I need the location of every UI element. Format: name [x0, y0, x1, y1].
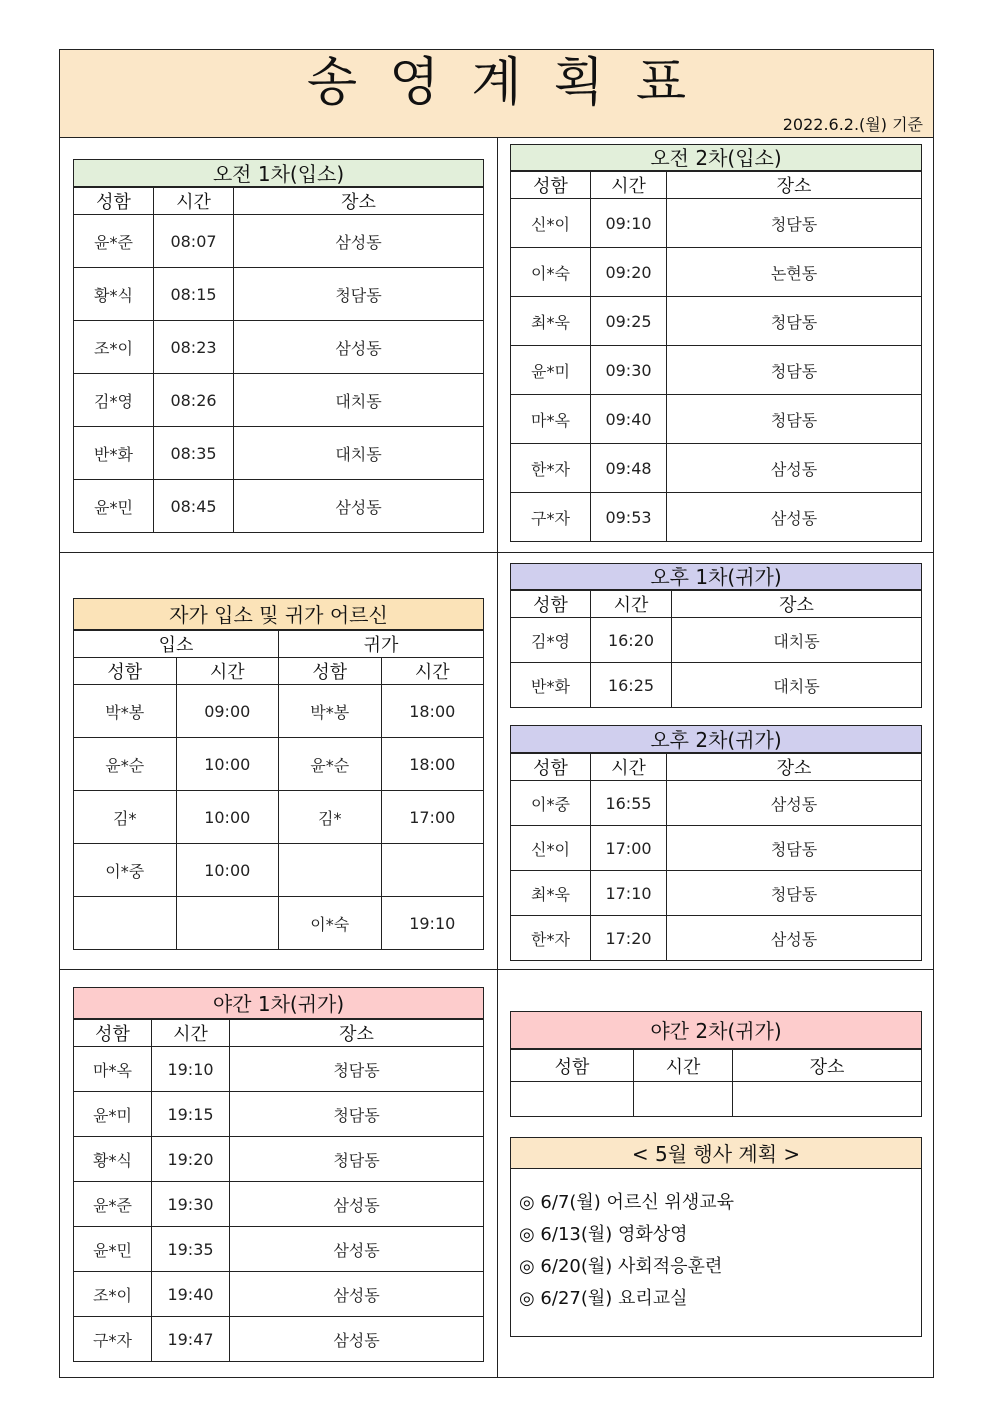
- table-row: [74, 1182, 484, 1227]
- col-time-header: 시간: [591, 591, 672, 618]
- table-cell: 09:30: [591, 346, 667, 395]
- table-cell: 19:10: [381, 897, 484, 950]
- table-cell: 윤*민: [74, 1227, 152, 1272]
- col-place-header: 장소: [234, 188, 484, 215]
- table-cell: 08:35: [154, 427, 234, 480]
- row-divider-2: [60, 969, 933, 970]
- table-cell: 청담동: [230, 1047, 484, 1092]
- col-time-header: 시간: [154, 188, 234, 215]
- pm2-section: [510, 725, 922, 961]
- table-cell: 이*숙: [511, 248, 591, 297]
- table-row: [74, 427, 484, 480]
- pm1-title: 오후 1차(귀가): [510, 563, 922, 590]
- table-cell: 황*식: [74, 268, 154, 321]
- table-cell: 윤*준: [74, 215, 154, 268]
- pm1-section: [510, 563, 922, 708]
- am1-section: [73, 159, 484, 533]
- table-cell: 윤*미: [74, 1092, 152, 1137]
- table-row: [511, 395, 922, 444]
- table-cell: 마*옥: [74, 1047, 152, 1092]
- table-cell: 17:10: [591, 871, 667, 916]
- table-row: [511, 871, 922, 916]
- pm2-title: 오후 2차(귀가): [510, 725, 922, 753]
- col-name-header: 성함: [279, 658, 382, 685]
- table-cell: 반*화: [74, 427, 154, 480]
- table-cell: 09:20: [591, 248, 667, 297]
- table-cell: 청담동: [667, 395, 922, 444]
- table-cell: 19:30: [152, 1182, 230, 1227]
- table-cell: 청담동: [667, 826, 922, 871]
- table-cell: 대치동: [234, 374, 484, 427]
- event-item: ◎ 6/20(월) 사회적응훈련: [519, 1256, 723, 1277]
- table-cell: 한*자: [511, 916, 591, 961]
- table-cell: 대치동: [672, 663, 922, 708]
- table-row: [74, 1092, 484, 1137]
- table-cell: 윤*준: [74, 1182, 152, 1227]
- table-cell: 이*숙: [279, 897, 382, 950]
- table-row: [511, 297, 922, 346]
- table-cell: 삼성동: [234, 321, 484, 374]
- table-cell: 16:20: [591, 618, 672, 663]
- table-row: [74, 738, 484, 791]
- table-row: [511, 248, 922, 297]
- center-divider: [497, 138, 498, 1377]
- table-cell: [74, 897, 177, 950]
- am1-title: 오전 1차(입소): [73, 159, 484, 187]
- table-cell: 한*자: [511, 444, 591, 493]
- table-cell: 윤*미: [511, 346, 591, 395]
- table-cell: 김*: [279, 791, 382, 844]
- table-cell: [176, 897, 279, 950]
- table-row: [74, 1272, 484, 1317]
- page-title: 송영계획표: [306, 53, 719, 113]
- night1-section: [73, 987, 484, 1362]
- table-row: [74, 268, 484, 321]
- table-cell: 09:10: [591, 199, 667, 248]
- table-cell: 청담동: [667, 199, 922, 248]
- table-cell: 19:40: [152, 1272, 230, 1317]
- table-cell: 17:20: [591, 916, 667, 961]
- pm1-table: [510, 590, 922, 708]
- night2-section: [510, 1011, 922, 1117]
- table-cell: 반*화: [511, 663, 591, 708]
- table-cell: 19:20: [152, 1137, 230, 1182]
- table-cell: 10:00: [176, 738, 279, 791]
- table-cell: 신*이: [511, 826, 591, 871]
- col-name-header: 성함: [74, 188, 154, 215]
- table-cell: 마*옥: [511, 395, 591, 444]
- table-cell: 삼성동: [234, 215, 484, 268]
- table-row: [74, 480, 484, 533]
- col-name-header: 성함: [511, 591, 591, 618]
- table-row: [74, 1047, 484, 1092]
- table-cell: 09:00: [176, 685, 279, 738]
- table-row: [74, 1317, 484, 1362]
- table-row: [74, 321, 484, 374]
- table-cell: 08:26: [154, 374, 234, 427]
- table-cell: 조*이: [74, 321, 154, 374]
- table-cell: 신*이: [511, 199, 591, 248]
- event-item: ◎ 6/27(월) 요리교실: [519, 1288, 688, 1309]
- table-cell: 16:25: [591, 663, 672, 708]
- col-place-header: 장소: [733, 1050, 922, 1082]
- table-cell: 청담동: [230, 1137, 484, 1182]
- self-title: 자가 입소 및 귀가 어르신: [73, 598, 484, 630]
- table-cell: 삼성동: [234, 480, 484, 533]
- table-cell: 18:00: [381, 738, 484, 791]
- col-name-header: 성함: [511, 1050, 634, 1082]
- table-row: [511, 826, 922, 871]
- table-cell: 09:25: [591, 297, 667, 346]
- table-cell: 삼성동: [667, 916, 922, 961]
- table-row: [74, 215, 484, 268]
- table-cell: 최*욱: [511, 871, 591, 916]
- table-cell: 10:00: [176, 844, 279, 897]
- table-cell: [279, 844, 382, 897]
- col-time-header: 시간: [381, 658, 484, 685]
- am1-table: [73, 187, 484, 533]
- table-cell: 이*중: [511, 781, 591, 826]
- table-row: [511, 1082, 922, 1117]
- table-cell: 08:45: [154, 480, 234, 533]
- table-cell: 19:35: [152, 1227, 230, 1272]
- table-cell: 윤*순: [74, 738, 177, 791]
- self-out-header: 귀가: [279, 631, 484, 658]
- table-cell: 19:10: [152, 1047, 230, 1092]
- night1-title: 야간 1차(귀가): [73, 987, 484, 1019]
- col-place-header: 장소: [667, 754, 922, 781]
- table-cell: 09:40: [591, 395, 667, 444]
- table-row: [511, 781, 922, 826]
- table-cell: 08:15: [154, 268, 234, 321]
- table-cell: 구*자: [74, 1317, 152, 1362]
- base-date: 2022.6.2.(월) 기준: [782, 115, 923, 134]
- table-cell: 삼성동: [667, 493, 922, 542]
- events-list: [510, 1169, 922, 1337]
- self-table: [73, 630, 484, 950]
- events-title: < 5월 행사 계획 >: [510, 1137, 922, 1169]
- table-cell: 18:00: [381, 685, 484, 738]
- self-in-header: 입소: [74, 631, 279, 658]
- table-cell: 17:00: [381, 791, 484, 844]
- table-cell: 청담동: [230, 1092, 484, 1137]
- table-cell: 09:53: [591, 493, 667, 542]
- table-cell: 삼성동: [230, 1227, 484, 1272]
- table-cell: 김*영: [511, 618, 591, 663]
- table-row: [74, 685, 484, 738]
- table-cell: 17:00: [591, 826, 667, 871]
- table-cell: 논현동: [667, 248, 922, 297]
- table-cell: 황*식: [74, 1137, 152, 1182]
- table-cell: 삼성동: [230, 1272, 484, 1317]
- table-cell: 이*중: [74, 844, 177, 897]
- night1-table: [73, 1019, 484, 1362]
- table-row: [511, 199, 922, 248]
- col-place-header: 장소: [230, 1020, 484, 1047]
- table-cell: 삼성동: [667, 781, 922, 826]
- table-cell: 08:23: [154, 321, 234, 374]
- col-time-header: 시간: [176, 658, 279, 685]
- events-section: [510, 1137, 922, 1337]
- table-row: [74, 374, 484, 427]
- table-cell: [381, 844, 484, 897]
- table-cell: 삼성동: [230, 1317, 484, 1362]
- table-cell: 박*봉: [279, 685, 382, 738]
- col-name-header: 성함: [74, 658, 177, 685]
- table-row: [511, 916, 922, 961]
- table-cell: 10:00: [176, 791, 279, 844]
- table-cell: 조*이: [74, 1272, 152, 1317]
- table-row: [74, 1227, 484, 1272]
- table-cell: 대치동: [672, 618, 922, 663]
- am2-section: [510, 144, 922, 542]
- table-cell: 김*영: [74, 374, 154, 427]
- table-cell: 청담동: [667, 871, 922, 916]
- col-name-header: 성함: [511, 754, 591, 781]
- event-item: ◎ 6/13(월) 영화상영: [519, 1224, 688, 1245]
- table-row: [511, 663, 922, 708]
- table-cell: 삼성동: [230, 1182, 484, 1227]
- table-cell: 삼성동: [667, 444, 922, 493]
- table-row: [511, 346, 922, 395]
- table-cell: 김*: [74, 791, 177, 844]
- table-row: [74, 791, 484, 844]
- col-time-header: 시간: [634, 1050, 733, 1082]
- table-cell: 청담동: [667, 297, 922, 346]
- table-cell: 청담동: [234, 268, 484, 321]
- night2-title: 야간 2차(귀가): [510, 1011, 922, 1049]
- am2-title: 오전 2차(입소): [510, 144, 922, 171]
- title-bar: [60, 50, 933, 138]
- table-row: [511, 618, 922, 663]
- table-row: [511, 493, 922, 542]
- night2-table: [510, 1049, 922, 1117]
- table-cell: 윤*민: [74, 480, 154, 533]
- table-row: [74, 897, 484, 950]
- table-row: [511, 444, 922, 493]
- col-place-header: 장소: [667, 172, 922, 199]
- table-cell: 19:15: [152, 1092, 230, 1137]
- col-time-header: 시간: [591, 754, 667, 781]
- col-place-header: 장소: [672, 591, 922, 618]
- table-cell: 09:48: [591, 444, 667, 493]
- self-section: [73, 598, 484, 950]
- table-cell: 청담동: [667, 346, 922, 395]
- row-divider-1: [60, 552, 933, 553]
- table-row: [74, 1137, 484, 1182]
- table-cell: 08:07: [154, 215, 234, 268]
- event-item: ◎ 6/7(월) 어르신 위생교육: [519, 1192, 734, 1213]
- table-row: [74, 844, 484, 897]
- col-time-header: 시간: [591, 172, 667, 199]
- table-cell: 19:47: [152, 1317, 230, 1362]
- col-time-header: 시간: [152, 1020, 230, 1047]
- table-cell: 윤*순: [279, 738, 382, 791]
- table-cell: 구*자: [511, 493, 591, 542]
- col-name-header: 성함: [511, 172, 591, 199]
- table-cell: 최*욱: [511, 297, 591, 346]
- am2-table: [510, 171, 922, 542]
- table-cell: 16:55: [591, 781, 667, 826]
- table-cell: 대치동: [234, 427, 484, 480]
- table-cell: 박*봉: [74, 685, 177, 738]
- pm2-table: [510, 753, 922, 961]
- col-name-header: 성함: [74, 1020, 152, 1047]
